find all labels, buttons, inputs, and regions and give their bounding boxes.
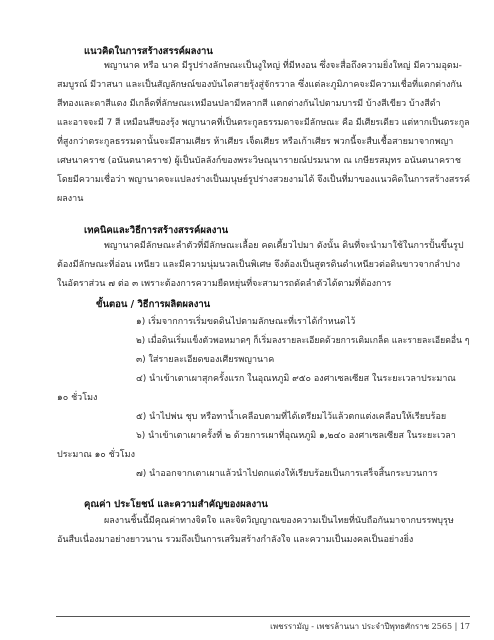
step-item: ๗) นำออกจากเตาเผาแล้วนำไปตกแต่งให้เรียบร้อยเป็นการเสร็จสิ้นกระบวนการ (136, 469, 438, 479)
paragraph-line: ที่สูงกว่าตระกูลธรรมดานั้นจะมีสามเศียร ห้าเศียร เจ็ดเศียร หรือเก้าเศียร พวกนี้จะสืบเชื้อสายมาจากพญา (57, 137, 454, 147)
paragraph-line: พญานาคมีลักษณะลำตัวที่มีลักษณะเลื้อย คดเคี้ยวไปมา ดังนั้น ดินที่จะนำมาใช้ในการปั้นขึ้นรูป (104, 241, 464, 251)
footer-divider (56, 616, 470, 617)
section-heading-value: คุณค่า ประโยชน์ และความสำคัญของผลงาน (84, 499, 268, 510)
step-item: ๖) นำเข้าเตาเผาครั้งที่ ๒ ด้วยการเผาที่อุณหภูมิ ๑,๒๔๐ องศาเซลเซียส ในระยะเวลา (136, 431, 456, 441)
step-item: ๔) นำเข้าเตาเผาสุกครั้งแรก ในอุณหภูมิ ๙๕๐ องศาเซลเซียส ในระยะเวลาประมาณ (136, 374, 456, 384)
step-item: ๒) เมื่อดินเริ่มแข็งตัวพอหมาดๆ ก็เริ่มลงรายละเอียดด้วยการเติมเกล็ด และรายละเอียดอื่น ๆ (136, 336, 470, 346)
page-footer: เพชรรามัญ - เพชรล้านนา ประจำปีพุทธศักราช 2565 | 17 (270, 622, 470, 631)
paragraph-line: ผลงาน (57, 194, 84, 204)
paragraph-line: ต้องมีลักษณะที่อ่อน เหนียว และมีความนุ่มนวลเป็นพิเศษ จึงต้องเป็นสูตรดินดำเหนียวต่อดินขาวจากลำปาง (57, 260, 460, 270)
step-item-continuation: ๑๐ ชั่วโมง (57, 393, 98, 403)
paragraph-line: พญานาค หรือ นาค มีรูปร่างลักษณะเป็นงูใหญ่ ที่มีหงอน ซึ่งจะสื่อถึงความยิ่งใหญ่ มีความอุดม- (104, 61, 462, 71)
paragraph-line: ในอัตราส่วน ๗ ต่อ ๓ เพราะต้องการความยืดหยุ่นที่จะสามารถดัดลำตัวได้ตามที่ต้องการ (57, 279, 392, 289)
section-heading-technique: เทคนิคและวิธีการสร้างสรรค์ผลงาน (84, 225, 229, 236)
paragraph-line: ผลงานชิ้นนี้มีคุณค่าทางจิตใจ และจิตวิญญาณของความเป็นไทยที่นับถือกันมาจากบรรพบุรุษ (104, 516, 454, 526)
steps-heading: ขั้นตอน / วิธีการผลิตผลงาน (96, 299, 211, 310)
paragraph-line: สมบูรณ์ มีวาสนา และเป็นสัญลักษณ์ของบันไดสายรุ้งสู่จักรวาล ซึ่งแต่ละภูมิภาคจะมีความเชื่อที่แตกต่างกัน (57, 80, 463, 90)
paragraph-line: โดยมีความเชื่อว่า พญานาคจะแปลงร่างเป็นมนุษย์รูปร่างสวยงามได้ จึงเป็นที่มาของแนวคิดในการสร้างสรรค์ (57, 175, 471, 185)
paragraph-line: อันสืบเนื่องมาอย่างยาวนาน รวมถึงเป็นการเสริมสร้างกำลังใจ และความเป็นมงคลเป็นอย่างยิ่ง (57, 535, 414, 545)
section-heading-concept: แนวคิดในการสร้างสรรค์ผลงาน (84, 46, 213, 57)
paragraph-line: สีทองและดาสีแดง มีเกล็ดที่ลักษณะเหมือนปลามีหลากสี แตกต่างกันไปตามบารมี บ้างสีเขียว บ้างสีดำ (57, 99, 441, 109)
paragraph-line: เศษนาคราช (อนันตนาคราช) ผู้เป็นบัลลังก์ของพระวิษณุนารายณ์ปรมนาท ณ เกษียรสมุทร อนันตนาคราช (57, 156, 461, 166)
step-item: ๓) ใส่รายละเอียดของเศียรพญานาค (136, 355, 275, 365)
step-item-continuation: ประมาณ ๑๐ ชั่วโมง (57, 450, 135, 460)
step-item: ๑) เริ่มจากการเริ่มขดดินไปตามลักษณะที่เราได้กำหนดไว้ (136, 317, 356, 327)
step-item: ๕) นำไปพ่น ชุบ หรือทาน้ำเคลือบตามที่ได้เตรียมไว้แล้วตกแต่งเคลือบให้เรียบร้อย (136, 412, 447, 422)
paragraph-line: และอาจจะมี 7 สี เหมือนสีของรุ้ง พญานาคที่เป็นตระกูลธรรมดาจะมีลักษณะ คือ มีเศียรเดียว แต่หากเป็นตระกูล (57, 118, 470, 128)
